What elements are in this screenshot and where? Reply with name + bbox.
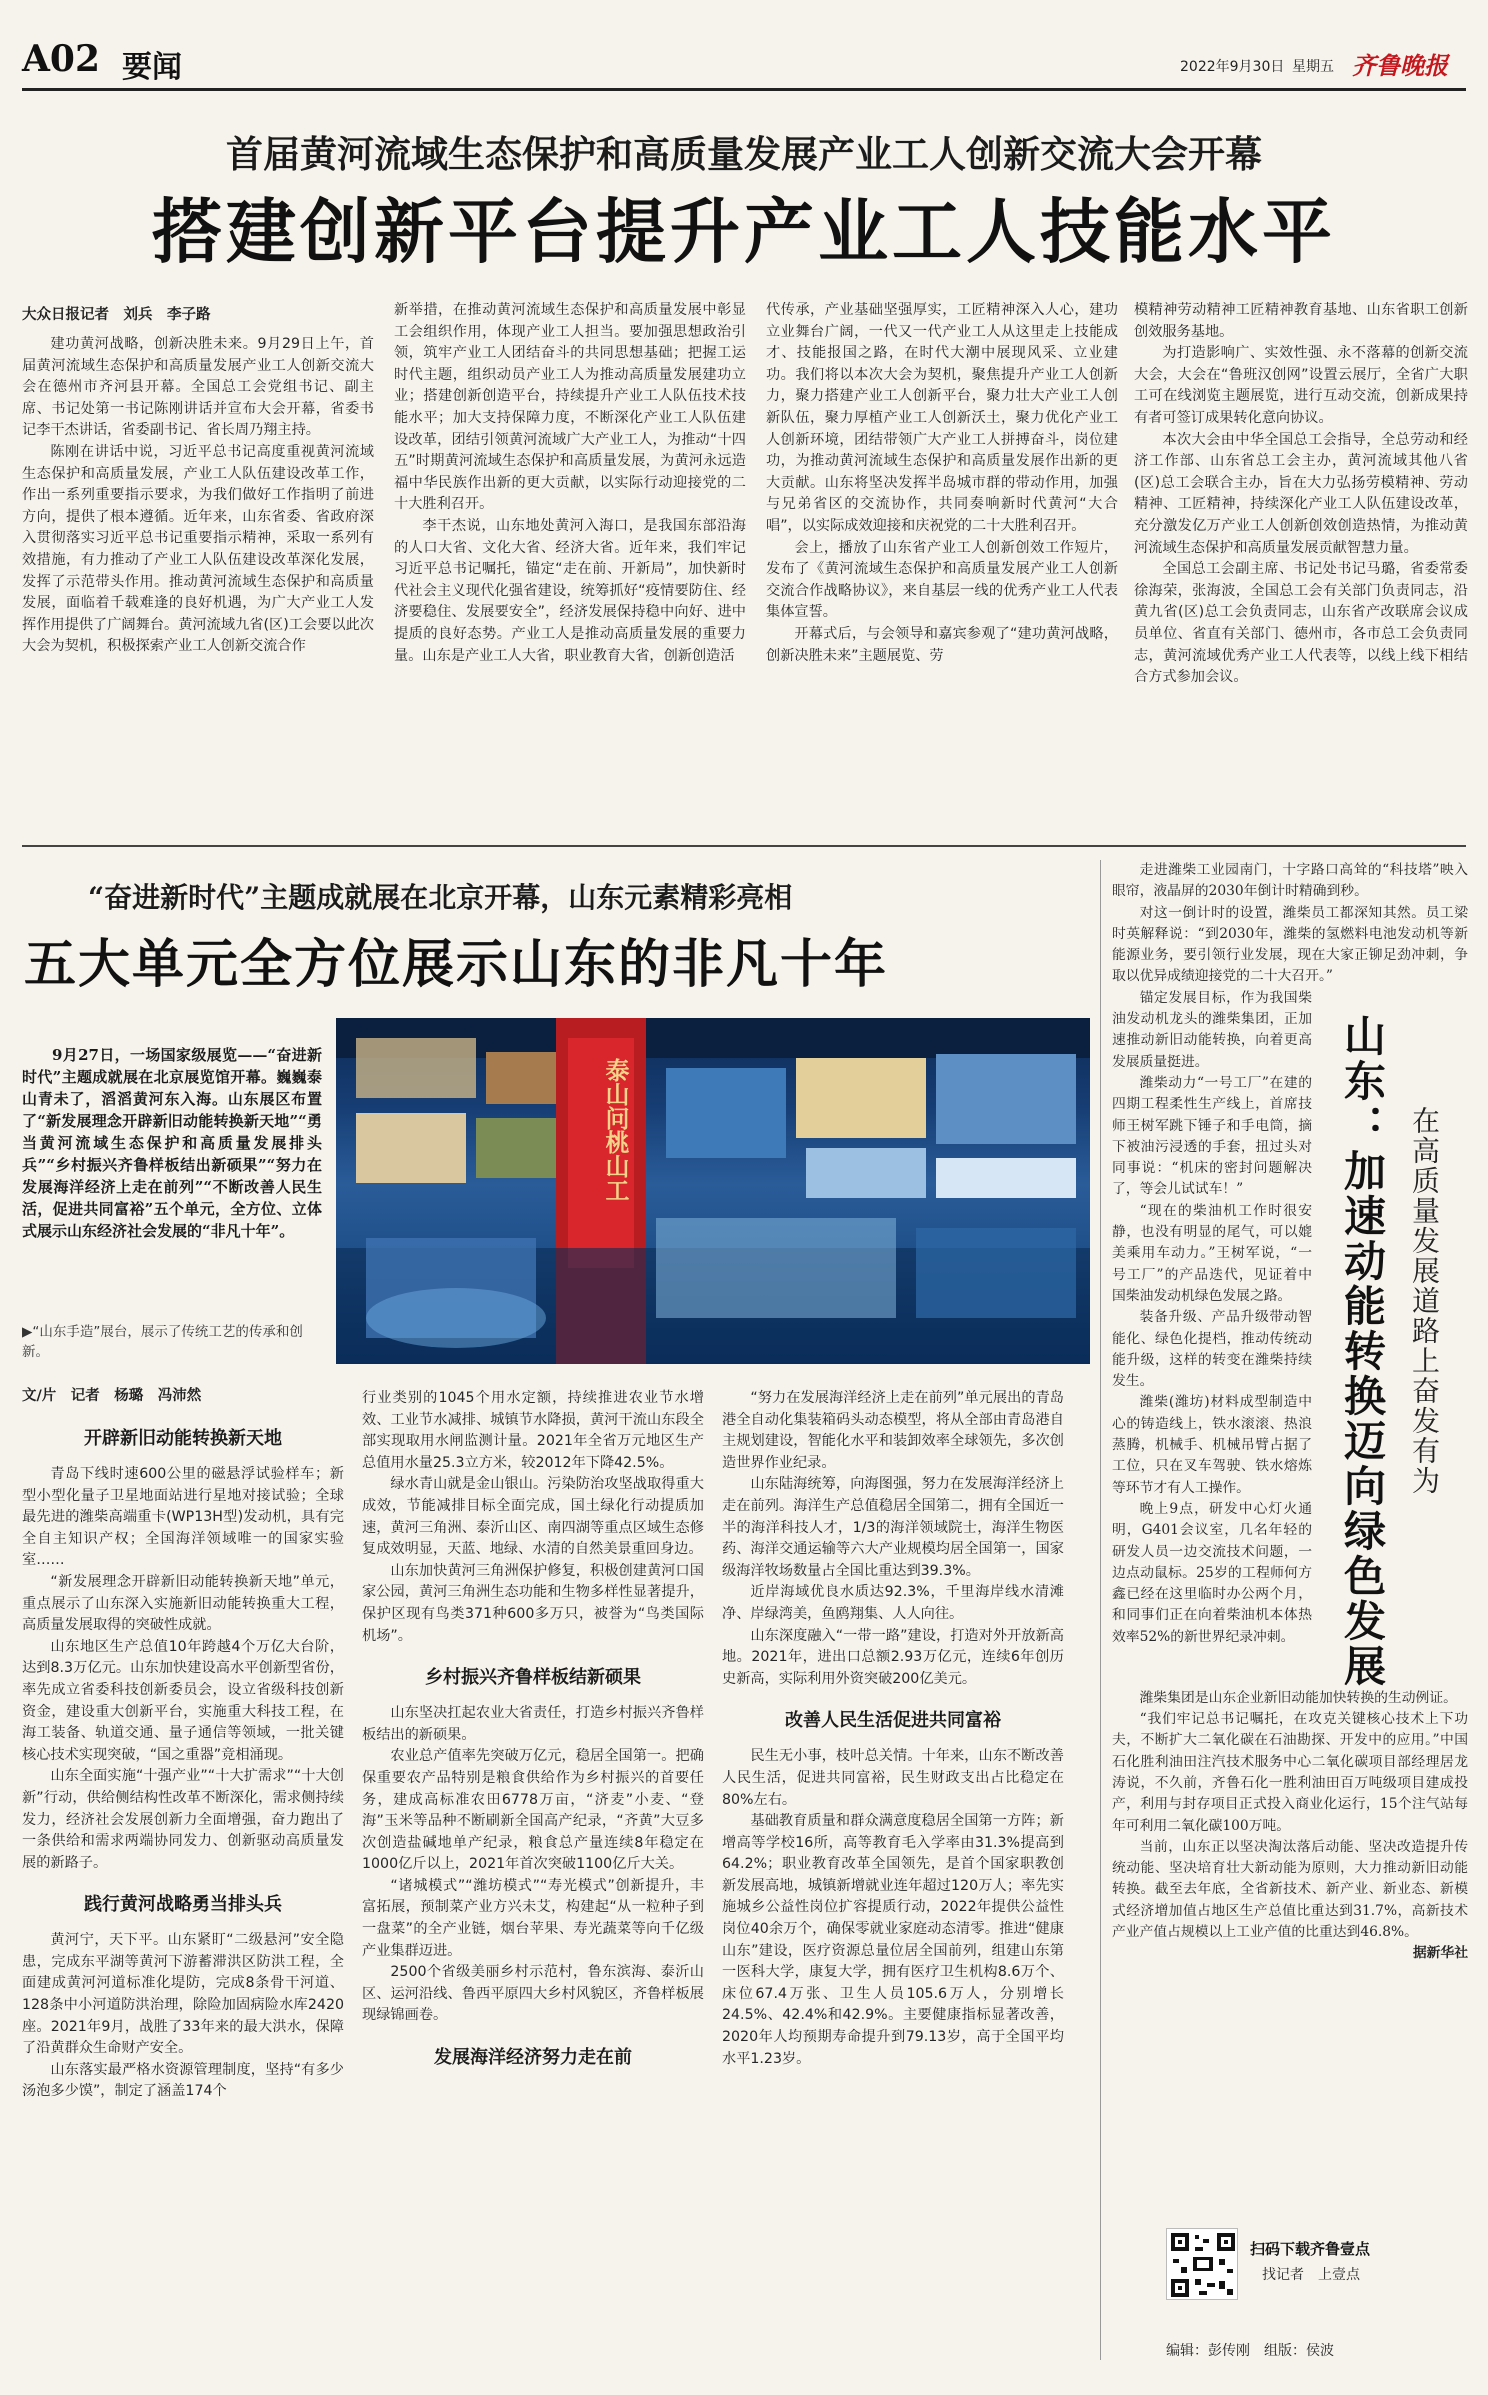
qr-caption-1: 扫码下载齐鲁壹点 xyxy=(1250,2240,1371,2258)
paragraph: 会上，播放了山东省产业工人创新创效工作短片，发布了《黄河流域生态保护和高质量发展产业工人创新交流合作战略协议》，来自基层一线的优秀产业工人代表集体宣誓。 xyxy=(766,539,1118,621)
paragraph: 民生无小事，枝叶总关情。十年来，山东不断改善人民生活，促进共同富裕，民生财政支出占比稳定在80%左右。 xyxy=(722,1748,1064,1808)
paragraph: 山东陆海统筹，向海图强，努力在发展海洋经济上走在前列。海洋生产总值稳居全国第二，拥有全国近一半的海洋科技人才，1/3的海洋领域院士，海洋生物医药、海洋交通运输等六大产业规模均居全国第一，国家级海洋牧场数量占全国比重达到39.3%。 xyxy=(722,1476,1064,1579)
article3-body xyxy=(1112,860,1468,2160)
paragraph: “新发展理念开辟新旧动能转换新天地”单元，重点展示了山东深入实施新旧动能转换重大工程，高质量发展取得的突破性成就。 xyxy=(22,1573,344,1634)
paragraph: 晚上9点，研发中心灯火通明，G401会议室，几名年轻的研发人员一边交流技术问题，一边点动鼠标。25岁的工程师何方鑫已经在这里临时办公两个月，和同事们正在向着柴油机本体热效率52%的新世界纪录冲刺。 xyxy=(1112,1500,1312,1645)
paragraph: 全国总工会副主席、书记处书记马璐，省委常委徐海荣，张海波，全国总工会有关部门负责同志，沿黄九省(区)总工会负责同志，山东省产改联席会议成员单位、省直有关部门、德州市，各市总工会负责同志，黄河流域优秀产业工人代表等，以线上线下相结合方式参加会议。 xyxy=(1134,561,1468,686)
article1-kicker: 首届黄河流域生态保护和高质量发展产业工人创新交流大会开幕 xyxy=(226,132,1262,176)
paragraph: 山东加快黄河三角洲保护修复，积极创建黄河口国家公园，黄河三角洲生态功能和生物多样性显著提升，保护区现有鸟类371种600多万只，被誉为“鸟类国际机场”。 xyxy=(362,1562,704,1644)
paragraph: 黄河宁，天下平。山东紧盯“二级悬河”安全隐患，完成东平湖等黄河下游蓄滞洪区防洪工程，全面建成黄河河道标准化堤防，完成8条骨干河道、128条中小河道防洪治理，除险加固病险水库2420座。2021年9月，战胜了33年来的最大洪水，保障了沿黄群众生命财产安全。 xyxy=(22,1932,344,2057)
subhead-yellow-river: 践行黄河战略勇当排头兵 xyxy=(84,1894,282,1916)
article2-byline: 文/片 记者 杨璐 冯沛然 xyxy=(22,1388,202,1404)
qr-caption-2: 找记者 上壹点 xyxy=(1262,2267,1360,2283)
issue-weekday: 星期五 xyxy=(1292,59,1334,75)
paragraph: “努力在发展海洋经济上走在前列”单元展出的青岛港全自动化集装箱码头动态模型，将从全部由青岛港自主规划建设，智能化水平和装卸效率全球领先，多次创造世界作业纪录。 xyxy=(722,1390,1064,1471)
qr-code-icon xyxy=(1167,2229,1239,2301)
paragraph: 潍柴动力“一号工厂”在建的四期工程柔性生产线上，首席技师王树军跳下锤子和手电筒，摘下被油污浸透的手套，扭过头对同事说：“机床的密封问题解决了，等会儿试试车！” xyxy=(1112,1074,1312,1198)
paragraph: 代传承，产业基础坚强厚实，工匠精神深入人心，建功立业舞台广阔，一代又一代产业工人从这里走上技能成才、技能报国之路，在时代大潮中展现风采、立业建功。我们将以本次大会为契机，聚焦提升产业工人创新力，聚力搭建产业工人创新平台，聚力壮大产业工人创新队伍，聚力厚植产业工人创新沃土，聚力优化产业工人创新环境，团结带领广大产业工人拼搏奋斗，岗位建功，为推动黄河流域生态保护和高质量发展作出新的更大贡献。山东将坚决发挥半岛城市群的带动作用，加强与兄弟省区的交流协作，共同奏响新时代黄河“大合唱”，以实际成效迎接和庆祝党的二十大胜利召开。 xyxy=(766,302,1118,534)
paragraph: 李干杰说，山东地处黄河入海口，是我国东部沿海的人口大省、文化大省、经济大省。近年来，我们牢记习近平总书记嘱托，锚定“走在前、开新局”，加快新时代社会主义现代化强省建设，统筹抓好“疫情要防住、经济要稳住、发展要安全”，经济发展保持稳中向好、进中提质的良好态势。产业工人是推动高质量发展的重要力量。山东是产业工人大省，职业教育大省，创新创造活 xyxy=(394,517,746,664)
paragraph: 陈刚在讲话中说，习近平总书记高度重视黄河流域生态保护和高质量发展，产业工人队伍建设改革工作，作出一系列重要指示要求，为我们做好工作指明了前进方向，提供了根本遵循。近年来，山东省委、省政府深入贯彻落实习近平总书记重要指示精神，采取一系列有效措施，有力推动了产业工人队伍建设改革深化发展，发挥了示范带头作用。推动黄河流域生态保护和高质量发展，面临着千载难逢的良好机遇，为广大产业工人发挥作用提供了广阔舞台。黄河流域九省(区)工会要以此次大会为契机，积极探索产业工人创新交流合作 xyxy=(22,443,374,655)
subhead-ocean: 发展海洋经济努力走在前 xyxy=(434,2047,632,2069)
paragraph: 农业总产值率先突破万亿元，稳居全国第一。把确保重要农产品特别是粮食供给作为乡村振兴的首要任务，建成高标准农田6778万亩，“济麦”小麦、“登海”玉米等品种不断刷新全国高产纪录，“齐黄”大豆多次创造盐碱地单产纪录，粮食总产量连续8年稳定在1000亿斤以上，2021年首次突破1100亿斤大关。 xyxy=(362,1748,704,1873)
paragraph: 山东全面实施“十强产业”“十大扩需求”“十大创新”行动，供给侧结构性改革不断深化，需求侧持续发力，经济社会发展创新力全面增强，奋力跑出了一条供给和需求两端协同发力、创新驱动高质量发展的新路子。 xyxy=(22,1768,344,1871)
paragraph: 2500个省级美丽乡村示范村，鲁东滨海、泰沂山区、运河沿线、鲁西平原四大乡村风貌区，齐鲁样板展现绿锦画卷。 xyxy=(362,1964,704,2024)
article2-kicker: “奋进新时代”主题成就展在北京开幕，山东元素精彩亮相 xyxy=(88,881,793,914)
subhead-innovation: 开辟新旧动能转换新天地 xyxy=(84,1428,282,1449)
paragraph: 绿水青山就是金山银山。污染防治攻坚战取得重大成效，节能减排目标全面完成，国土绿化行动提质加速，黄河三角洲、泰沂山区、南四湖等重点区域生态修复成效明显，天蓝、地绿、水清的自然美景重回身边。 xyxy=(362,1476,704,1558)
article2-headline: 五大单元全方位展示山东的非凡十年 xyxy=(24,934,889,995)
article3-source: 据新华社 xyxy=(1412,1945,1468,1962)
lead-paragraph: 9月27日，一场国家级展览——“奋进新时代”主题成就展在北京展览馆开幕。巍巍泰山青未了，滔滔黄河东入海。山东展区布置了“新发展理念开辟新旧动能转换新天地”“勇当黄河流域生态保护和高质量发展排头兵”“乡村振兴齐鲁样板结出新硕果”“努力在发展海洋经济上走在前列”“不断改善人民生活，促进共同富裕”五个单元，全方位、立体式展示山东经济社会发展的“非凡十年”。 xyxy=(22,1046,322,1240)
paragraph: 基础教育质量和群众满意度稳居全国第一方阵；新增高等学校16所，高等教育毛入学率由31.3%提高到64.2%；职业教育改革全国领先，是首个国家职教创新发展高地，城镇新增就业连年超过120万人；率先实施城乡公益性岗位扩容提质行动，2022年提供公益性岗位40余万个，确保零就业家庭动态清零。推进“健康山东”建设，医疗资源总量位居全国前列，组建山东第一医科大学，康复大学，拥有医疗卫生机构8.6万个、床位67.4万张、卫生人员105.6万人，分别增长24.5%、42.4%和42.9%。主要健康指标显著改善，2020年人均预期寿命提升到79.13岁，高于全国平均水平1.23岁。 xyxy=(722,1813,1064,2067)
masthead xyxy=(0,0,1488,85)
paragraph: 潍柴集团是山东企业新旧动能加快转换的生动例证。 xyxy=(1139,1689,1457,1706)
article3-headline: 山东：加速动能转换迈向绿色发展 xyxy=(1338,1013,1387,1689)
article2-lead xyxy=(22,1044,322,1304)
issue-date: 2022年9月30日 xyxy=(1180,59,1285,75)
page-number: A02 xyxy=(22,38,101,80)
paper-logo: 齐鲁晚报 xyxy=(1352,51,1448,80)
paragraph: 开幕式后，与会领导和嘉宾参观了“建功黄河战略，创新决胜未来”主题展览、劳 xyxy=(766,625,1118,664)
section-divider xyxy=(22,845,1466,847)
paragraph: 走进潍柴工业园南门，十字路口高耸的“科技塔”映入眼帘，液晶屏的2030年倒计时精确到秒。 xyxy=(1112,862,1468,900)
editor-credit: 编辑：彭传刚 组版：侯波 xyxy=(1166,2343,1334,2359)
paragraph: 为打造影响广、实效性强、永不落幕的创新交流大会，大会在“鲁班汉创网”设置云展厅，全省广大职工可在线浏览主题展览，进行互动交流，创新成果持有者可签订成果转化意向协议。 xyxy=(1134,345,1468,426)
paragraph: 装备升级、产品升级带动智能化、绿色化提档，推动传统动能升级，这样的转变在潍柴持续发生。 xyxy=(1112,1309,1312,1390)
article1-column-3 xyxy=(766,300,1118,820)
article2-column-1 xyxy=(22,1408,344,2338)
paragraph: 山东落实最严格水资源管理制度，坚持“有多少汤泡多少馍”，制定了涵盖174个 xyxy=(22,2061,344,2100)
paragraph: 新举措，在推动黄河流域生态保护和高质量发展中彰显工会组织作用，体现产业工人担当。要加强思想政治引领，筑牢产业工人团结奋斗的共同思想基础；把握工运时代主题，组织动员产业工人为推动高质量发展建功立业；搭建创新创造平台，持续提升产业工人队伍技术技能水平；加大支持保障力度，不断深化产业工人队伍建设改革，团结引领黄河流域广大产业工人，为推动“十四五”时期黄河流域生态保护和高质量发展，为黄河永远造福中华民族作出新的更大贡献，以实际行动迎接党的二十大胜利召开。 xyxy=(394,302,746,513)
paragraph: 本次大会由中华全国总工会指导，全总劳动和经济工作部、山东省总工会主办，黄河流域其他八省(区)总工会联合主办，旨在大力弘扬劳模精神、劳动精神、工匠精神，持续深化产业工人队伍建设改革，充分激发亿万产业工人创新创效创造热情，为推动黄河流域生态保护和高质量发展贡献智慧力量。 xyxy=(1134,431,1468,556)
paragraph: “诸城模式”“潍坊模式”“寿光模式”创新提升，丰富拓展，预制菜产业方兴未艾，构建起“从一粒种子到一盘菜”的全产业链，烟台苹果、寿光蔬菜等向千亿级产业集群迈进。 xyxy=(362,1877,704,1959)
sidebar-divider xyxy=(1100,860,1101,2360)
paragraph: 山东深度融入“一带一路”建设，打造对外开放新高地。2021年，进出口总额2.93万亿元，连续6年创历史新高，实际利用外资突破200亿美元。 xyxy=(722,1627,1064,1687)
paragraph: 对这一倒计时的设置，潍柴员工都深知其然。员工梁时英解释说：“到2030年，潍柴的氢燃料电池发动机等新能源业务，要引领行业发展，现在大家正铆足劲冲刺，争取以优异成绩迎接党的二十大召开。” xyxy=(1112,904,1468,985)
subhead-livelihood: 改善人民生活促进共同富裕 xyxy=(785,1710,1001,1732)
exhibition-hall-illustration xyxy=(336,1018,1090,1364)
masthead-rule xyxy=(22,88,1466,91)
photo-banner-text: 泰山问桃山工 xyxy=(601,1058,630,1202)
exhibition-photo xyxy=(336,1018,1090,1364)
paragraph: 模精神劳动精神工匠精神教育基地、山东省职工创新创效服务基地。 xyxy=(1134,302,1468,340)
paragraph: 行业类别的1045个用水定额，持续推进农业节水增效、工业节水减排、城镇节水降损，黄河干流山东段全部实现取用水闸监测计量。2021年全省万元地区生产总值用水量25.3立方米，较2012年下降42.5%。 xyxy=(362,1390,704,1471)
subhead-rural: 乡村振兴齐鲁样板结新硕果 xyxy=(425,1667,641,1689)
article2-column-2 xyxy=(362,1388,704,2338)
paragraph: 山东地区生产总值10年跨越4个万亿大台阶，达到8.3万亿元。山东加快建设高水平创新型省份，率先成立省委科技创新委员会，设立省级科技创新资金，建设重大创新平台，实施重大科技工程，在海工装备、轨道交通、量子通信等领域，一批关键核心技术实现突破，“国之重器”竞相涌现。 xyxy=(22,1638,344,1763)
paragraph: “我们牢记总书记嘱托，在攻克关键核心技术上下功夫，不断扩大二氧化碳在石油勘探、开发中的应用。”中国石化胜利油田注汽技术服务中心二氧化碳项目部经理居龙涛说，不久前，齐鲁石化一胜利油田百万吨级项目建成投产，利用与封存项目正式投入商业化运行，15个注气站每年可利用二氧化碳100万吨。 xyxy=(1112,1711,1468,1834)
article1-headline: 搭建创新平台提升产业工人技能水平 xyxy=(152,190,1336,273)
paragraph: 锚定发展目标，作为我国柴油发动机龙头的潍柴集团，正加速推动新旧动能转换，向着更高发展质量挺进。 xyxy=(1112,989,1312,1070)
paragraph: “现在的柴油机工作时很安静，也没有明显的尾气，可以媲美乘用车动力。”王树军说，“一号工厂”的产品迭代，见证着中国柴油发动机绿色发展之路。 xyxy=(1112,1202,1312,1304)
article1-column-2 xyxy=(394,300,746,820)
qr-code[interactable] xyxy=(1166,2228,1238,2300)
article1-byline: 大众日报记者 刘兵 李子路 xyxy=(22,307,211,323)
paragraph: 近岸海域优良水质达92.3%，千里海岸线水清滩净、岸绿湾美，鱼鸥翔集、人人向往。 xyxy=(722,1584,1064,1622)
paragraph: 山东坚决扛起农业大省责任，打造乡村振兴齐鲁样板结出的新硕果。 xyxy=(362,1705,704,1743)
paragraph: 建功黄河战略，创新决胜未来。9月29日上午，首届黄河流域生态保护和高质量发展产业工人创新交流大会在德州市齐河县开幕。全国总工会党组书记、副主席、书记处第一书记陈刚讲话并宣布大会开幕，省委书记李干杰讲话，省委副书记、省长周乃翔主持。 xyxy=(22,336,374,439)
paragraph: 青岛下线时速600公里的磁悬浮试验样车；新型小型化量子卫星地面站进行星地对接试验；全球最先进的潍柴高端重卡(WP13H型)发动机，具有完全自主知识产权；全国海洋领域唯一的国家实验室…… xyxy=(22,1466,344,1569)
section-name: 要闻 xyxy=(122,50,182,85)
article2-column-3 xyxy=(722,1388,1064,2338)
paragraph: 潍柴(潍坊)材料成型制造中心的铸造线上，铁水滚滚、热浪蒸腾，机械手、机械吊臂占据了工位，只在叉车驾驶、铁水熔炼等环节才有人工操作。 xyxy=(1112,1394,1312,1496)
article1-column-4 xyxy=(1134,300,1468,820)
paragraph: 当前，山东正以坚决淘汰落后动能、坚决改造提升传统动能、坚决培育壮大新动能为原则，大力推动新旧动能转换。截至去年底，全省新技术、新产业、新业态、新模式经济增加值占地区生产总值比重达到31.7%，高新技术产业产值占规模以上工业产值的比重达到46.8%。 xyxy=(1112,1838,1468,1941)
photo-caption: ▶“山东手造”展台，展示了传统工艺的传承和创新。 xyxy=(22,1324,303,1360)
article3-subhead: 在高质量发展道路上奋发有为 xyxy=(1408,1105,1441,1496)
article1-column-1 xyxy=(22,334,374,820)
